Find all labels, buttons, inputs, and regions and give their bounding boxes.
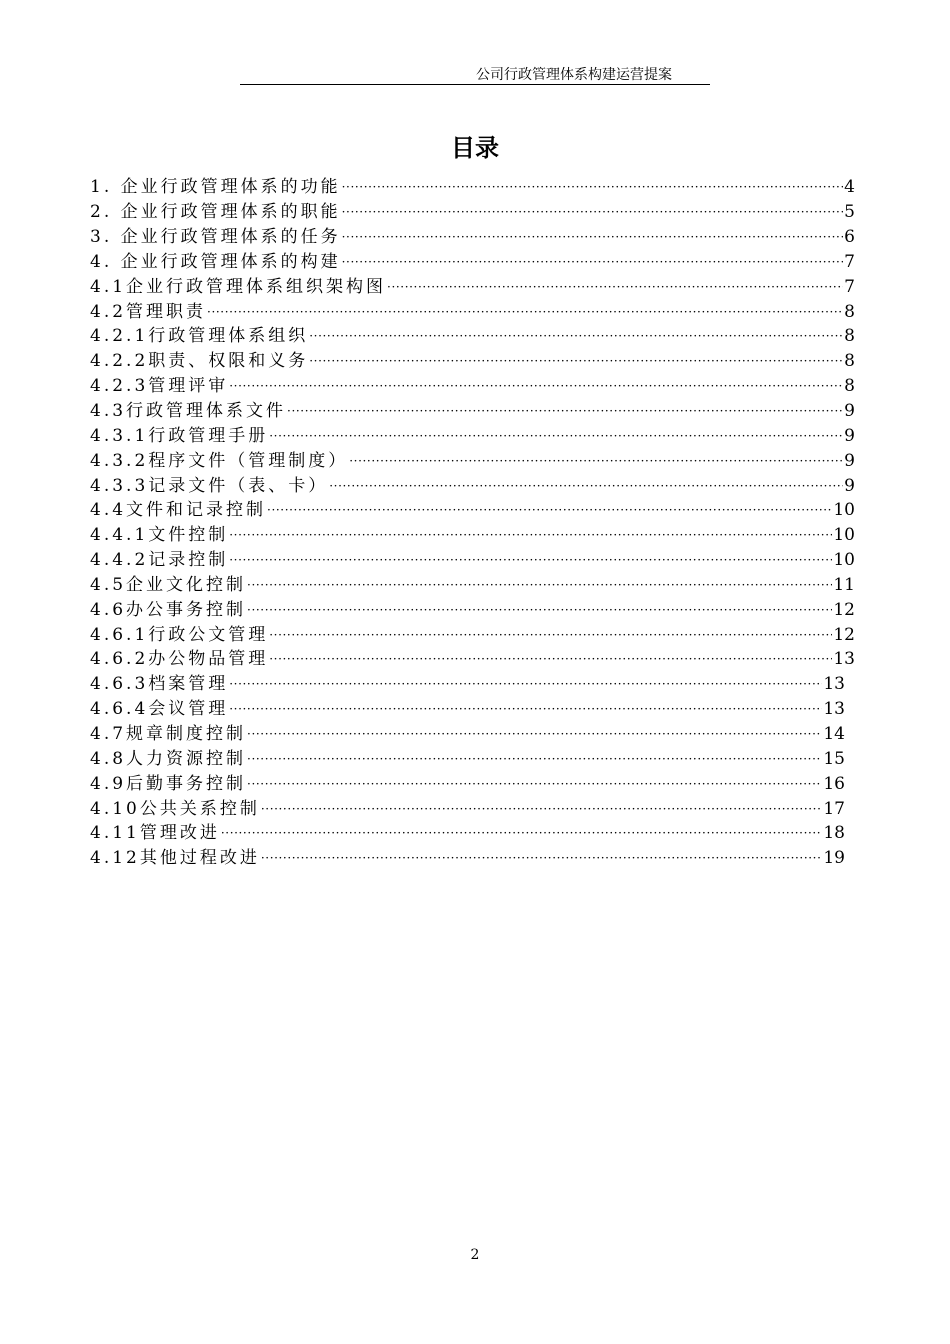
- toc-entry-label: 4.1企业行政管理体系组织架构图: [90, 276, 387, 297]
- toc-entry-label: 4.6.2办公物品管理: [90, 649, 269, 670]
- toc-dot-leader: [261, 846, 823, 870]
- toc-entry-page: 13: [823, 674, 845, 695]
- toc-entry[interactable]: [90, 722, 845, 747]
- toc-entry-page: 11: [833, 574, 855, 595]
- toc-entry[interactable]: [90, 175, 855, 200]
- toc-entry[interactable]: [90, 349, 855, 374]
- toc-dot-leader: [229, 697, 822, 721]
- toc-title: 目录: [451, 134, 499, 162]
- toc-entry-page: 12: [833, 599, 855, 620]
- toc-entry-page: 16: [823, 773, 845, 794]
- toc-dot-leader: [309, 349, 843, 373]
- toc-entry-page: 9: [844, 401, 855, 422]
- toc-entry[interactable]: [90, 274, 855, 299]
- toc-entry[interactable]: [90, 647, 855, 672]
- toc-dot-leader: [229, 672, 822, 696]
- toc-entry-page: 15: [823, 748, 845, 769]
- toc-entry-page: 13: [823, 699, 845, 720]
- toc-dot-leader: [342, 175, 844, 199]
- toc-entry-label: 4.4.2记录控制: [90, 550, 229, 571]
- toc-entry-label: 4.4文件和记录控制: [90, 500, 267, 521]
- toc-entry-label: 4.2.3管理评审: [90, 376, 229, 397]
- toc-entry-page: 9: [844, 450, 855, 471]
- toc-dot-leader: [342, 250, 844, 274]
- toc-dot-leader: [309, 324, 843, 348]
- toc-entry-page: 10: [833, 500, 855, 521]
- toc-dot-leader: [269, 647, 832, 671]
- toc-entry-page: 19: [823, 848, 845, 869]
- toc-dot-leader: [247, 747, 822, 771]
- toc-entry-page: 14: [823, 723, 845, 744]
- toc-entry-label: 4.9后勤事务控制: [90, 773, 247, 794]
- toc-entry[interactable]: [90, 548, 855, 573]
- toc-entry-page: 7: [844, 276, 855, 297]
- toc-dot-leader: [229, 374, 843, 398]
- toc-entry-page: 6: [844, 227, 855, 248]
- toc-dot-leader: [267, 498, 832, 522]
- toc-dot-leader: [221, 821, 823, 845]
- toc-entry-label: 1. 企业行政管理体系的功能: [90, 177, 341, 198]
- toc-entry-label: 4.12其他过程改进: [90, 848, 260, 869]
- toc-entry[interactable]: [90, 746, 845, 771]
- toc-entry[interactable]: [90, 473, 855, 498]
- toc-entry-page: 8: [844, 351, 855, 372]
- toc-entry-page: 17: [823, 798, 845, 819]
- toc-entry-label: 4.2.1行政管理体系组织: [90, 326, 309, 347]
- toc-entry-label: 4.3.1行政管理手册: [90, 425, 269, 446]
- toc-dot-leader: [247, 722, 822, 746]
- toc-dot-leader: [207, 300, 843, 324]
- toc-entry-page: 8: [844, 301, 855, 322]
- toc-entry-page: 9: [844, 475, 855, 496]
- toc-entry-page: 8: [844, 326, 855, 347]
- toc-dot-leader: [229, 523, 832, 547]
- toc-entry[interactable]: [90, 324, 855, 349]
- toc-entry-label: 4.6.4会议管理: [90, 699, 229, 720]
- toc-entry[interactable]: [90, 299, 855, 324]
- toc-dot-leader: [342, 200, 844, 224]
- toc-entry[interactable]: [90, 672, 845, 697]
- toc-entry[interactable]: [90, 622, 855, 647]
- page-number: 2: [470, 1247, 480, 1263]
- toc-entry-label: 3. 企业行政管理体系的任务: [90, 227, 341, 248]
- toc-entry-label: 4.3.3记录文件（表、卡）: [90, 475, 329, 496]
- toc-entry[interactable]: [90, 399, 855, 424]
- toc-entry[interactable]: [90, 573, 855, 598]
- toc-entry-page: 10: [833, 525, 855, 546]
- toc-dot-leader: [261, 797, 823, 821]
- toc-entry-label: 4.4.1文件控制: [90, 525, 229, 546]
- toc-entry-label: 4.6.1行政公文管理: [90, 624, 269, 645]
- toc-entry-label: 2. 企业行政管理体系的职能: [90, 202, 341, 223]
- toc-entry-label: 4.6办公事务控制: [90, 599, 247, 620]
- toc-dot-leader: [269, 424, 843, 448]
- toc-dot-leader: [269, 623, 832, 647]
- toc-entry[interactable]: [90, 846, 845, 871]
- toc-entry[interactable]: [90, 771, 845, 796]
- toc-entry-page: 13: [833, 649, 855, 670]
- toc-entry[interactable]: [90, 523, 855, 548]
- toc-entry-page: 12: [833, 624, 855, 645]
- header-rule: [240, 84, 710, 85]
- toc-dot-leader: [229, 548, 832, 572]
- toc-entry-page: 10: [833, 550, 855, 571]
- toc-entry-label: 4.11管理改进: [90, 823, 220, 844]
- toc-entry[interactable]: [90, 423, 855, 448]
- toc-entry-label: 4.6.3档案管理: [90, 674, 229, 695]
- toc-entry[interactable]: [90, 821, 845, 846]
- toc-entry-page: 9: [844, 425, 855, 446]
- toc-entry-label: 4. 企业行政管理体系的构建: [90, 251, 341, 272]
- toc-dot-leader: [247, 772, 822, 796]
- toc-dot-leader: [247, 573, 832, 597]
- toc-entry-page: 8: [844, 376, 855, 397]
- table-of-contents: [90, 175, 855, 871]
- toc-entry-label: 4.2.2职责、权限和义务: [90, 351, 309, 372]
- toc-dot-leader: [247, 598, 832, 622]
- toc-entry-label: 4.8人力资源控制: [90, 748, 247, 769]
- toc-entry-label: 4.10公共关系控制: [90, 798, 260, 819]
- toc-dot-leader: [329, 474, 843, 498]
- toc-dot-leader: [387, 275, 843, 299]
- toc-entry[interactable]: [90, 200, 855, 225]
- toc-entry-label: 4.2管理职责: [90, 301, 207, 322]
- toc-entry-page: 7: [844, 251, 855, 272]
- toc-entry-page: 4: [844, 177, 855, 198]
- toc-entry[interactable]: [90, 225, 855, 250]
- toc-entry-label: 4.3行政管理体系文件: [90, 401, 287, 422]
- toc-dot-leader: [342, 225, 844, 249]
- toc-entry[interactable]: [90, 250, 855, 275]
- toc-entry-label: 4.5企业文化控制: [90, 574, 247, 595]
- toc-entry[interactable]: [90, 796, 845, 821]
- toc-entry-label: 4.7规章制度控制: [90, 723, 247, 744]
- toc-entry-label: 4.3.2程序文件（管理制度）: [90, 450, 349, 471]
- running-header-title: 公司行政管理体系构建运营提案: [476, 67, 672, 83]
- toc-entry[interactable]: [90, 448, 855, 473]
- toc-entry[interactable]: [90, 597, 855, 622]
- toc-entry[interactable]: [90, 697, 845, 722]
- toc-dot-leader: [287, 399, 843, 423]
- toc-entry-page: 5: [844, 202, 855, 223]
- toc-dot-leader: [349, 449, 843, 473]
- toc-entry-page: 18: [823, 823, 845, 844]
- toc-entry[interactable]: [90, 374, 855, 399]
- toc-entry[interactable]: [90, 498, 855, 523]
